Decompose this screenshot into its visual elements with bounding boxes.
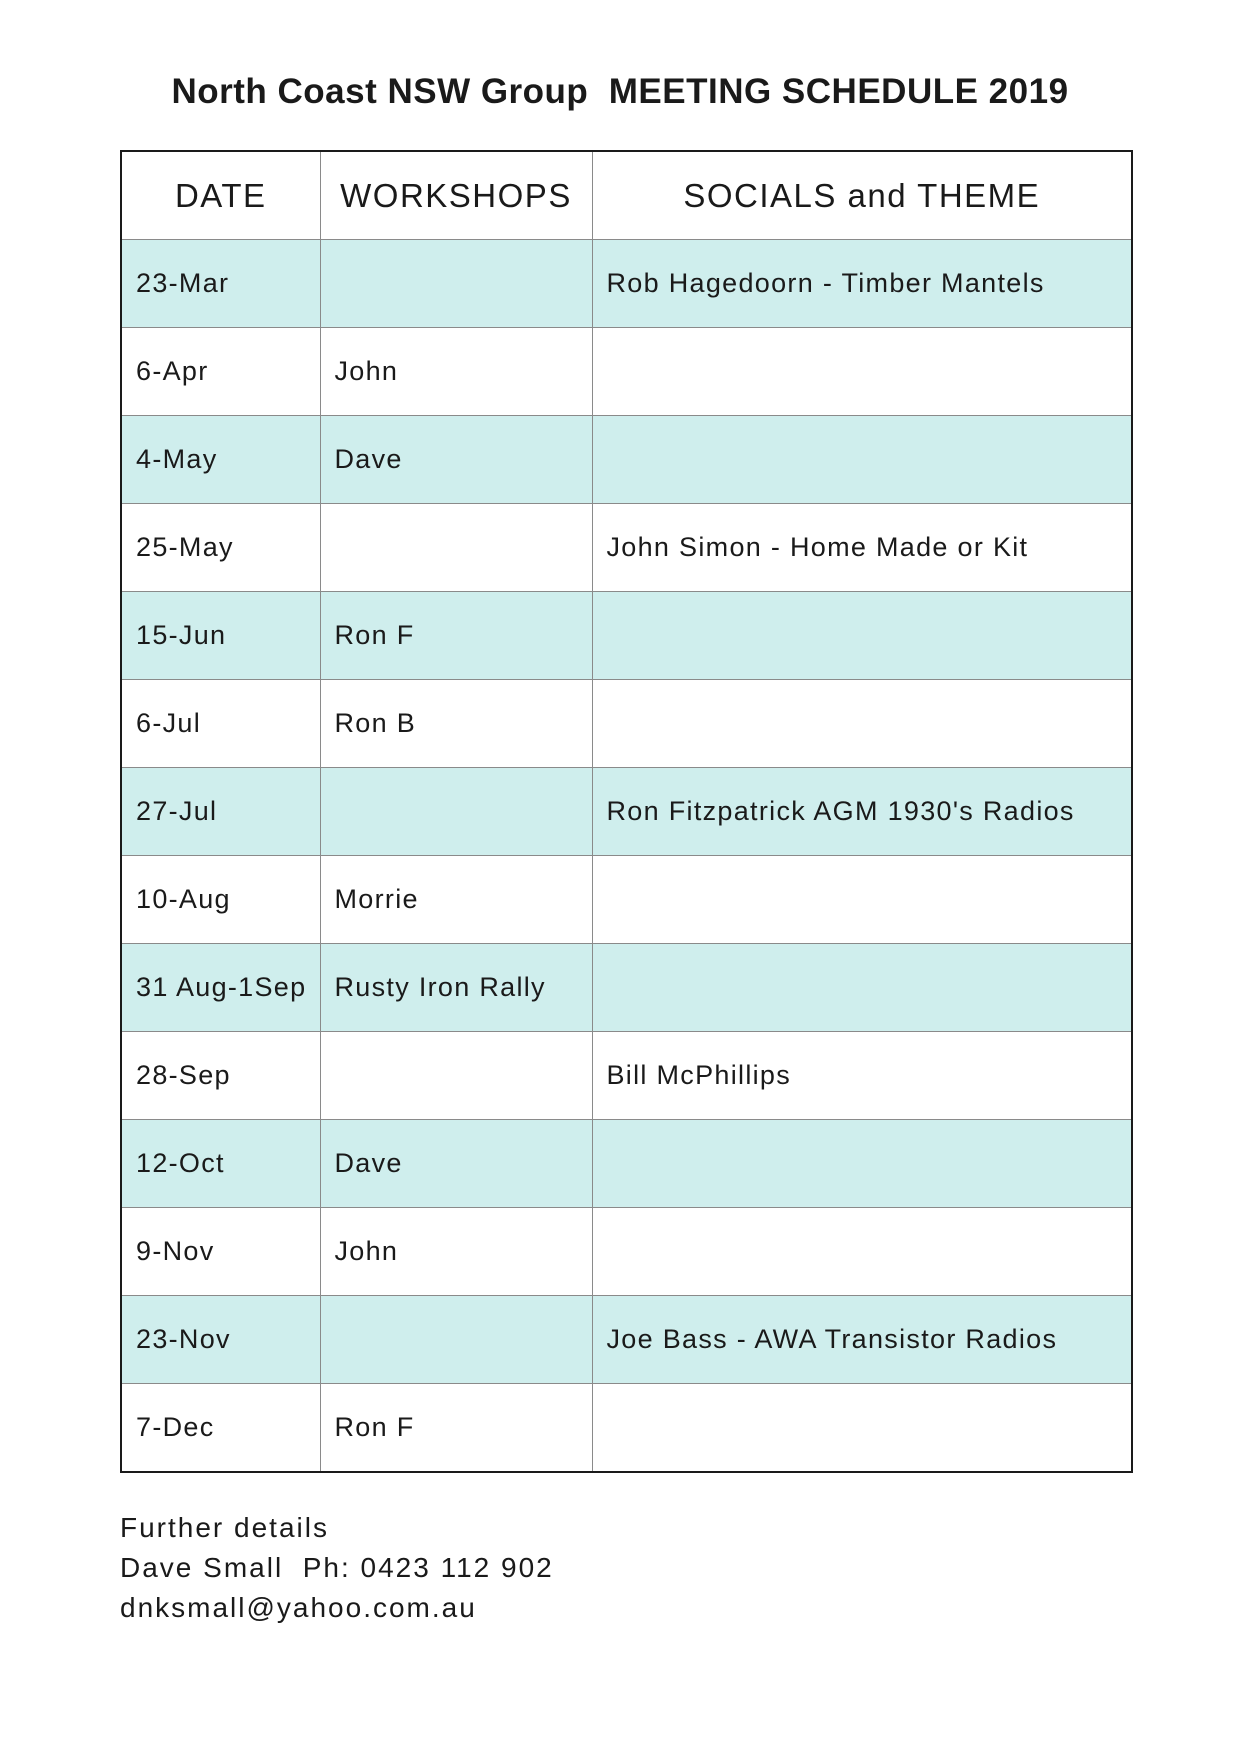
social-theme-cell [592,1384,1132,1473]
table-row [121,944,1132,1032]
date-cell: 23-Mar [121,240,320,328]
workshop-cell [320,1296,592,1384]
workshop-cell: Ron F [320,1384,592,1473]
social-theme-cell: Ron Fitzpatrick AGM 1930's Radios [592,768,1132,856]
social-theme-cell [592,1208,1132,1296]
date-cell: 27-Jul [121,768,320,856]
table-header-row [121,151,1132,240]
workshops-column-header: WORKSHOPS [320,151,592,240]
date-cell: 25-May [121,504,320,592]
table-row [121,416,1132,504]
social-theme-cell: Rob Hagedoorn - Timber Mantels [592,240,1132,328]
table-row [121,680,1132,768]
social-theme-cell [592,1120,1132,1208]
table-row [121,768,1132,856]
date-cell: 6-Jul [121,680,320,768]
meeting-schedule-table [120,150,1133,1473]
table-row [121,1032,1132,1120]
social-theme-cell [592,328,1132,416]
social-theme-cell: Bill McPhillips [592,1032,1132,1120]
date-cell: 4-May [121,416,320,504]
workshop-cell: Ron B [320,680,592,768]
date-cell: 9-Nov [121,1208,320,1296]
social-theme-cell [592,416,1132,504]
workshop-cell [320,240,592,328]
table-row [121,1296,1132,1384]
social-theme-cell [592,592,1132,680]
contact-name-phone: Dave Small Ph: 0423 112 902 [120,1552,554,1583]
table-row [121,1120,1132,1208]
date-column-header: DATE [121,151,320,240]
workshop-cell [320,1032,592,1120]
date-cell: 15-Jun [121,592,320,680]
page-title: North Coast NSW Group MEETING SCHEDULE 2019 [171,72,1069,111]
social-theme-cell: John Simon - Home Made or Kit [592,504,1132,592]
contact-details [120,1508,554,1628]
workshop-cell: Rusty Iron Rally [320,944,592,1032]
date-cell: 10-Aug [121,856,320,944]
table-row [121,504,1132,592]
workshop-cell: Dave [320,1120,592,1208]
table-row [121,856,1132,944]
date-cell: 6-Apr [121,328,320,416]
table-row [121,328,1132,416]
date-cell: 7-Dec [121,1384,320,1473]
workshop-cell: Dave [320,416,592,504]
workshop-cell: John [320,328,592,416]
workshop-cell: John [320,1208,592,1296]
social-theme-cell [592,856,1132,944]
date-cell: 12-Oct [121,1120,320,1208]
date-cell: 23-Nov [121,1296,320,1384]
table-row [121,1384,1132,1473]
date-cell: 28-Sep [121,1032,320,1120]
social-theme-cell [592,680,1132,768]
workshop-cell [320,768,592,856]
contact-email: dnksmall@yahoo.com.au [120,1592,477,1623]
socials-column-header: SOCIALS and THEME [592,151,1132,240]
date-cell: 31 Aug-1Sep [121,944,320,1032]
table-row [121,592,1132,680]
table-row [121,1208,1132,1296]
further-details-label: Further details [120,1512,329,1543]
workshop-cell: Ron F [320,592,592,680]
social-theme-cell [592,944,1132,1032]
workshop-cell: Morrie [320,856,592,944]
social-theme-cell: Joe Bass - AWA Transistor Radios [592,1296,1132,1384]
workshop-cell [320,504,592,592]
table-row [121,240,1132,328]
